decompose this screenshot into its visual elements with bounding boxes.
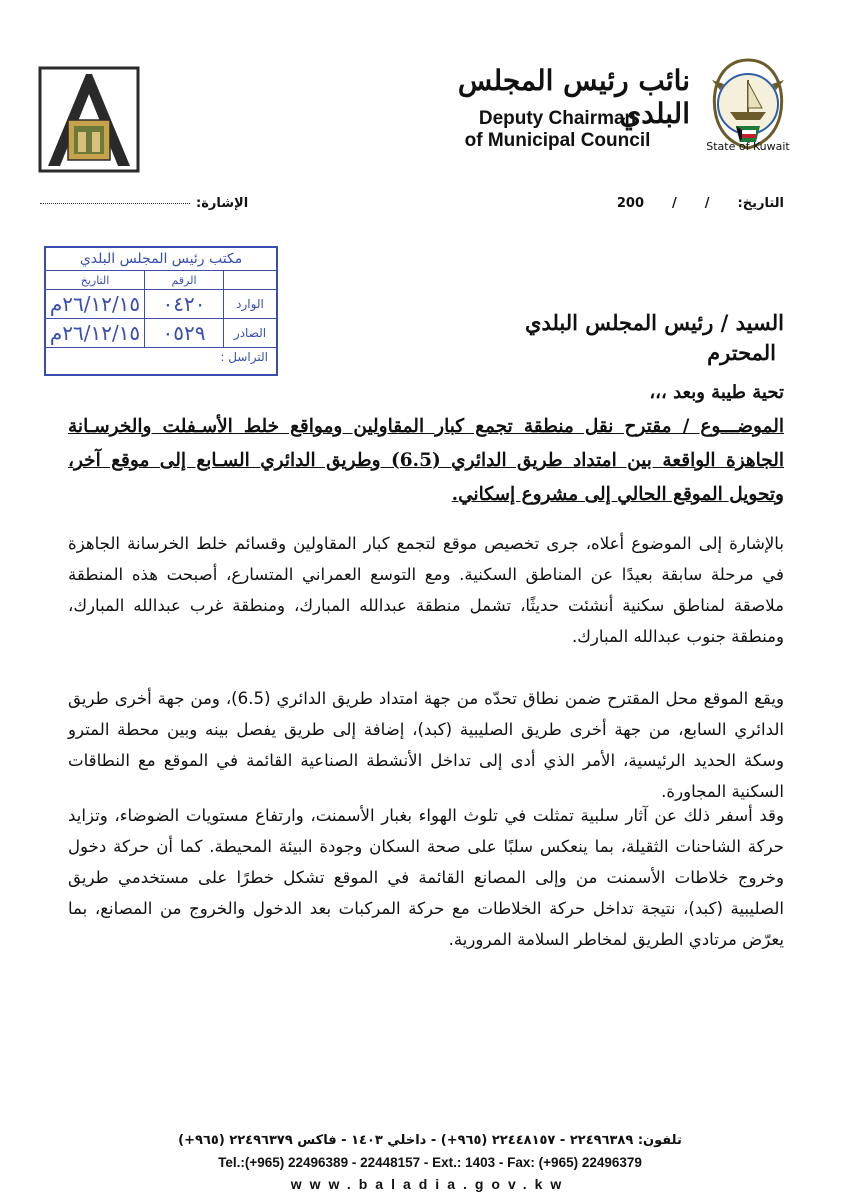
honorific: المحترم [707, 340, 776, 365]
stamp-header-row [46, 271, 276, 290]
reference-line [40, 196, 248, 211]
stamp-title: مكتب رئيس المجلس البلدي [46, 248, 276, 271]
english-office-title [440, 108, 675, 152]
footer-website: www.baladia.gov.kw [290, 1176, 570, 1192]
date-sep-2: / [672, 196, 677, 211]
stamp-incoming-number: ٠٤٢٠ [144, 290, 223, 318]
reference-label: الإشارة: [196, 196, 249, 211]
greeting: تحية طيبة وبعد ،،، [649, 382, 784, 403]
date-line [589, 196, 784, 211]
stamp-col-number: الرقم [144, 271, 223, 289]
date-sep-1: / [704, 196, 710, 211]
stamp-col-date: التاريخ [80, 273, 110, 287]
footer-arabic-contact: تلفون: ٢٢٤٩٦٣٨٩ - ٢٢٤٤٨١٥٧ (٩٦٥+) - داخلي ١٤٠٣ - فاكس ٢٢٤٩٦٣٧٩ (٩٦٥+) [178, 1133, 682, 1148]
stamp-correspondence: التراسل : [220, 350, 268, 364]
stamp-outgoing-label: الصادر [223, 319, 276, 347]
stamp-outgoing-row [46, 319, 276, 348]
paragraph-3: وقد أسفر ذلك عن آثار سلبية تمثلت في تلوث الهواء بغبار الأسمنت، وارتفاع مستويات الضوضاء، وتزايد حركة الشاحنات الثقيلة، بما ينعكس سلبًا على صحة السكان وجودة البيئة المحيطة. كما أن حركة دخول وخروج خلاطات الأسمنت من وإلى المصانع القائمة في الموقع تشكل خطرًا على مستخدمي طريق الصليبية (كبد)، نتيجة تداخل حركة الخلاطات مع حركة المركبات بعد الدخول والخروج من المصانع، بما يعرّض مرتادي الطريق لمخاطر السلامة المرورية. [68, 806, 784, 949]
stamp-outgoing-number: ٠٥٢٩ [144, 319, 223, 347]
addressee: السيد / رئيس المجلس البلدي [525, 310, 784, 335]
stamp-incoming-label: الوارد [223, 290, 276, 318]
stamp-col-blank [223, 271, 276, 289]
english-title-line2: of Municipal Council [464, 130, 651, 151]
arabic-office-title: نائب رئيس المجلس البلدي [457, 64, 690, 130]
stamp-outgoing-date: ٢٦/١٢/١٥م [49, 321, 141, 345]
paragraph-2: ويقع الموقع محل المقترح ضمن نطاق تحدّه من جهة امتداد طريق الدائري (6.5)، ومن جهة أخرى طريق الدائري السابع، من جهة أخرى طريق الصليبية (كبد)، إضافة إلى طريق يفصل بينه وبين محطة المترو وسكة الحديد الرئيسية، الأمر الذي أدى إلى تداخل الأنشطة الصناعية القائمة في الموقع مع النطاقات السكنية المجاورة. [68, 689, 784, 801]
reference-dots [40, 203, 190, 204]
stamp-incoming-row [46, 290, 276, 319]
registry-stamp [44, 246, 278, 376]
footer-english-contact: Tel.:(+965) 22496389 - 22448157 - Ext.: 1403 - Fax: (+965) 22496379 [218, 1155, 642, 1170]
municipality-logo [34, 62, 144, 177]
date-label: التاريخ: [737, 196, 784, 211]
state-of-kuwait-label: State of Kuwait [706, 140, 790, 153]
stamp-incoming-date: ٢٦/١٢/١٥م [49, 292, 141, 316]
date-year: 200 [616, 196, 645, 211]
english-title-line1: Deputy Chairman [478, 108, 637, 129]
paragraph-1: بالإشارة إلى الموضوع أعلاه، جرى تخصيص موقع لتجمع كبار المقاولين وقسائم خلط الخرسانة الجاهزة في مرحلة سابقة بعيدًا عن المناطق السكنية. ومع التوسع العمراني المتسارع، أصبحت هذه المنطقة ملاصقة لمناطق سكنية أنشئت حديثًا، تشمل منطقة عبدالله المبارك، ومنطقة غرب عبدالله المبارك، ومنطقة جنوب عبدالله المبارك. [68, 534, 784, 646]
subject: الموضـــوع / مقترح نقل منطقة تجمع كبار المقاولين ومواقع خلط الأسـفلت والخرسـانة الجاهزة الواقعة بين امتداد طريق الدائري (6.5) وطريق الدائري السـابع إلى موقع آخر، وتحويل الموقع الحالي إلى مشروع إسكاني. [68, 416, 785, 505]
